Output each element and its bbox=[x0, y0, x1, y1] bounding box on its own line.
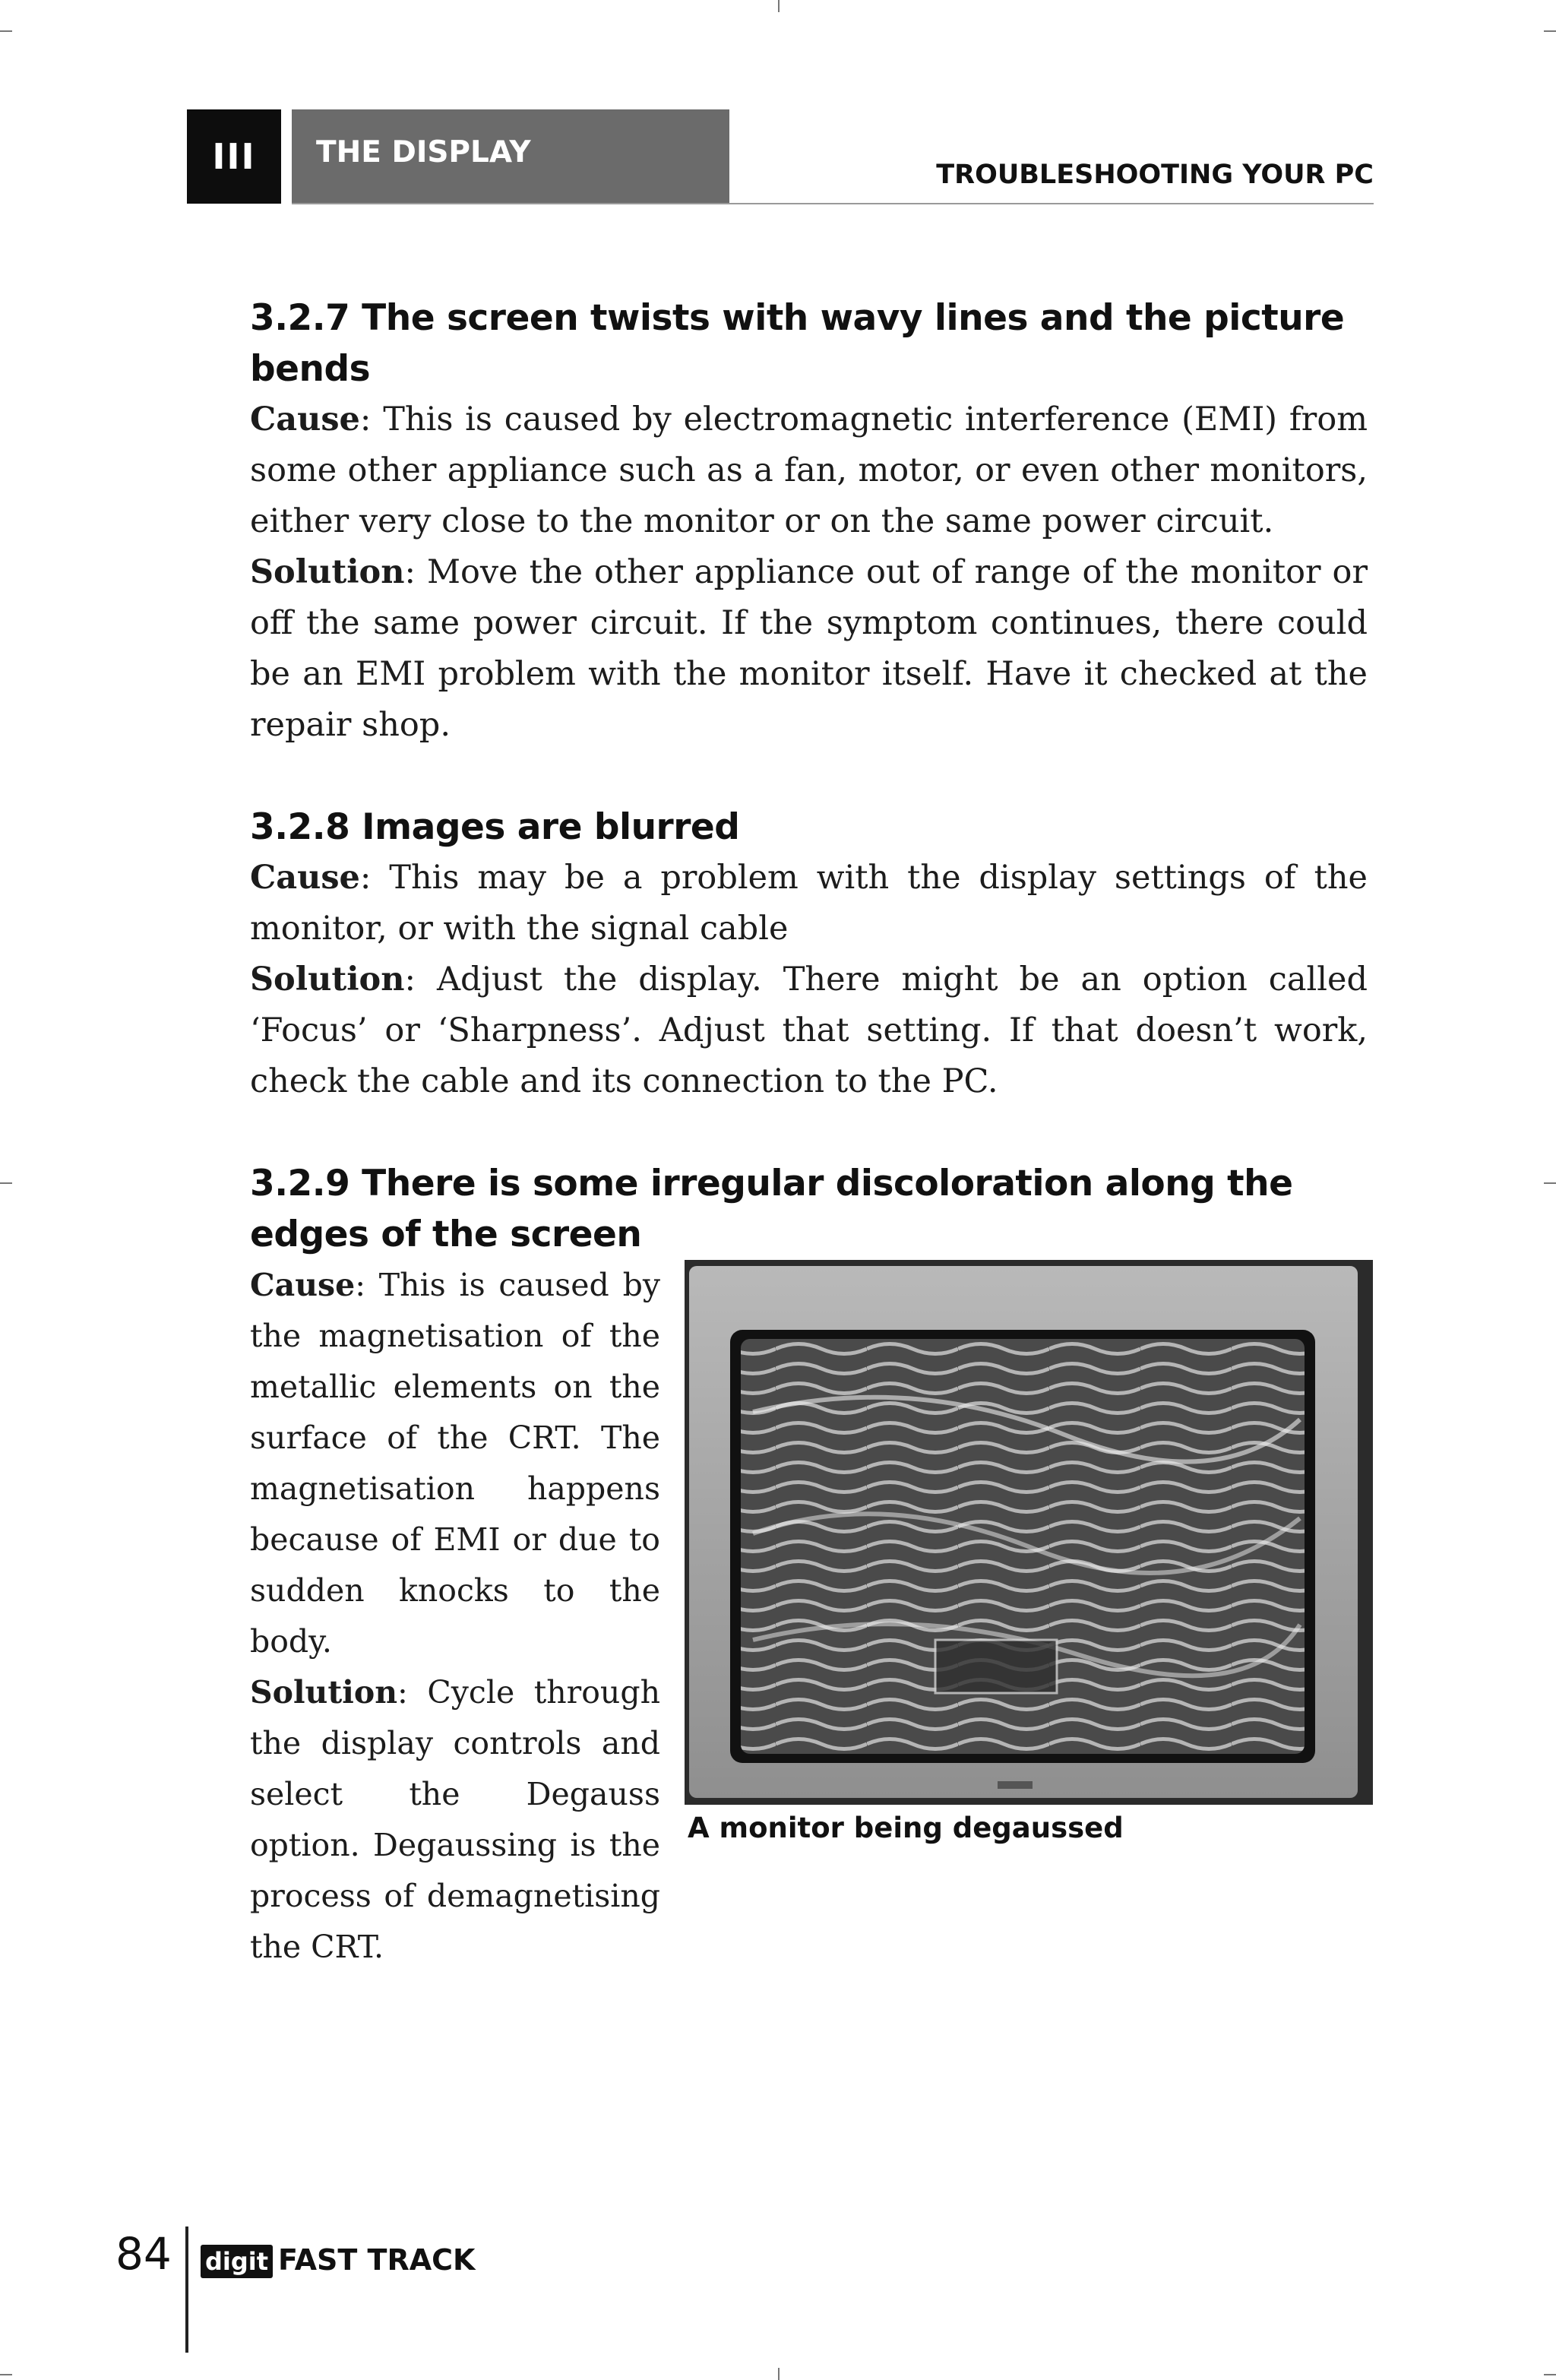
crop-mark bbox=[778, 0, 780, 12]
footer-title: FAST TRACK bbox=[278, 2243, 476, 2277]
section-heading: 3.2.8 Images are blurred bbox=[250, 806, 740, 848]
section-heading: 3.2.7 The screen twists with wavy lines and the picture bends bbox=[250, 297, 1345, 390]
cause-paragraph bbox=[250, 394, 1368, 547]
digit-logo: digit bbox=[201, 2245, 273, 2278]
page-content bbox=[250, 293, 1368, 1974]
crop-mark bbox=[1544, 30, 1556, 32]
header-rule bbox=[292, 203, 1374, 204]
figure-caption: A monitor being degaussed bbox=[688, 1812, 1124, 1844]
solution-text: : Move the other appliance out of range of the monitor or off the same power circuit. If the symptom continues, there could be an EMI problem with the monitor itself. Have it checked at the repair shop. bbox=[250, 553, 1368, 744]
solution-text: : Cycle through the display controls and select the Degauss option. Degaussing is the process of demagnetising the CRT. bbox=[250, 1674, 660, 1965]
solution-label: Solution bbox=[250, 553, 405, 591]
cause-paragraph bbox=[250, 1260, 660, 1667]
section-body-with-figure bbox=[250, 1260, 1368, 1974]
chapter-title: THE DISPLAY bbox=[292, 109, 729, 204]
solution-label: Solution bbox=[250, 1674, 398, 1711]
monitor-illustration bbox=[685, 1260, 1373, 1805]
monitor-photo bbox=[685, 1260, 1373, 1805]
narrow-text-column bbox=[250, 1260, 660, 1973]
crop-mark bbox=[1544, 1182, 1556, 1184]
crop-mark bbox=[1544, 2374, 1556, 2375]
section-heading: 3.2.9 There is some irregular discoloration along the edges of the screen bbox=[250, 1163, 1293, 1255]
cause-label: Cause bbox=[250, 1267, 356, 1303]
page-number: 84 bbox=[115, 2228, 172, 2280]
solution-paragraph bbox=[250, 954, 1368, 1107]
cause-text: : This may be a problem with the display settings of the monitor, or with the signal cable bbox=[250, 859, 1368, 948]
crop-mark bbox=[778, 2368, 780, 2380]
running-head: TROUBLESHOOTING YOUR PC bbox=[936, 160, 1374, 190]
cause-label: Cause bbox=[250, 400, 360, 438]
crop-mark bbox=[0, 30, 12, 32]
cause-paragraph bbox=[250, 853, 1368, 954]
solution-paragraph bbox=[250, 1667, 660, 1973]
solution-text: : Adjust the display. There might be an option called ‘Focus’ or ‘Sharpness’. Adjust that setting. If that doesn’t work, check the cable and its connection to the PC. bbox=[250, 961, 1368, 1100]
chapter-number-box: III bbox=[187, 109, 281, 204]
solution-paragraph bbox=[250, 547, 1368, 751]
crop-mark bbox=[0, 2374, 12, 2375]
cause-text: : This is caused by the magnetisation of the metallic elements on the surface of the CRT. The magnetisation happens because of EMI or due to sudden knocks to the body. bbox=[250, 1267, 660, 1660]
crop-mark bbox=[0, 1182, 12, 1184]
footer-rule bbox=[185, 2227, 188, 2353]
cause-label: Cause bbox=[250, 859, 360, 897]
cause-text: : This is caused by electromagnetic interference (EMI) from some other appliance such as a fan, motor, or even other monitors, either very close to the monitor or on the same power circuit. bbox=[250, 400, 1368, 540]
solution-label: Solution bbox=[250, 961, 405, 999]
